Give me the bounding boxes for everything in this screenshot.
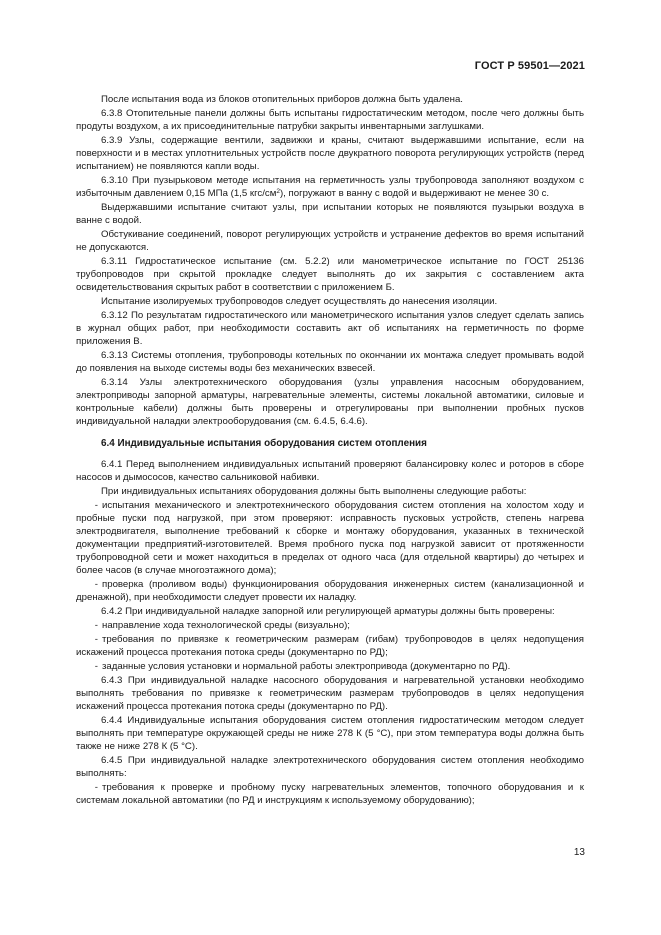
paragraph: 6.3.11 Гидростатическое испытание (см. 5.2.2) или манометрическое испытание по ГОСТ 25136 трубопроводов при скрытой прокладке следует выполнять до их закрытия с составлением акта освидетельствования скрытых работ в соответствии с приложением Б. — [76, 256, 584, 293]
paragraph: 6.4.4 Индивидуальные испытания оборудования систем отопления гидростатическим методом следует выполнять при температуре окружающей среды не ниже 278 К (5 °С), при этом температура воды должна быть также не ниже 278 К (5 °С). — [76, 715, 584, 752]
paragraph: 6.3.8 Отопительные панели должны быть испытаны гидростатическим методом, после чего должны быть продуты воздухом, а их присоединительные патрубки закрыты инвентарными заглушками. — [76, 108, 584, 132]
paragraph: 6.4.2 При индивидуальной наладке запорной или регулирующей арматуры должны быть проверены: — [101, 606, 555, 617]
paragraph: 6.4.3 При индивидуальной наладке насосного оборудования и нагревательной установки необходимо выполнять требования по привязке к геометрическим размерам трубопроводов в целях недопущения искажений процесса протекания потока среды (документарно по РД). — [76, 675, 584, 712]
paragraph-6-3-10: 6.3.10 При пузырьковом методе испытания на герметичность узлы трубопровода заполняют воздухом с избыточным давлением 0,15 МПа (1,5 кгс/$см^2$), погружают в ванну с водой и выдерживают не менее 30 с. — [76, 175, 584, 199]
list-item: - испытания механического и электротехнического оборудования систем отопления на холостом ходу и пробные пуски под нагрузкой, при этом проверяют: исправность пусковых устройств, степень нагрева электродвигателя, выполнение требований к сборке и монтажу оборудования, указанных в технической документации предприятий-изготовителей. Время пробного пуска под нагрузкой зависит от протяженности трубопроводной сети и может находиться в пределах от одного часа (для отдельной квартиры) до четырех и более часов (в случае многоэтажного дома); — [76, 500, 584, 576]
paragraphs-section — [76, 458, 584, 807]
superscript: 2 — [276, 188, 280, 195]
list-dash: - — [94, 661, 98, 672]
list-dash: - — [94, 500, 98, 511]
document-header: ГОСТ Р 59501—2021 — [474, 60, 585, 72]
paragraph: После испытания вода из блоков отопительных приборов должна быть удалена. — [101, 94, 463, 105]
paragraph: 6.3.13 Системы отопления, трубопроводы котельных по окончании их монтажа следует промывать водой до появления на выходе системы воды без механических взвесей. — [76, 350, 584, 374]
document-body — [76, 93, 584, 808]
page-number: 13 — [573, 847, 585, 858]
list-item: - требования по привязке к геометрическим размерам (гибам) трубопроводов в целях недопущения искажений процесса протекания потока среды (документарно по РД); — [76, 634, 584, 658]
list-dash: - — [94, 782, 98, 793]
list-dash: - — [94, 634, 98, 645]
paragraphs-top — [76, 93, 584, 173]
paragraph: 6.3.14 Узлы электротехнического оборудования (узлы управления насосным оборудованием, электроприводы запорной арматуры, нагревательные элементы, системы локальной автоматики, силовые и контрольные кабели) должны быть проверены и отрегулированы при выполнении пробных пусков индивидуальной наладки электрооборудования (см. 6.4.5, 6.4.6). — [76, 377, 584, 427]
list-item: - требования к проверке и пробному пуску нагревательных элементов, топочного оборудования и к системам локальной автоматики (по РД и инструкциям к используемому оборудованию); — [76, 782, 584, 806]
paragraph: 6.4.5 При индивидуальной наладке электротехнического оборудования систем отопления необходимо выполнять: — [76, 755, 584, 779]
paragraph: Обстукивание соединений, поворот регулирующих устройств и устранение дефектов во время испытаний не допускаются. — [76, 229, 584, 253]
paragraphs-mid — [76, 201, 584, 428]
paragraph: 6.4.1 Перед выполнением индивидуальных испытаний проверяют балансировку колес и роторов в сборе насосов и дымососов, качество сальниковой набивки. — [76, 459, 584, 483]
list-item: - проверка (проливом воды) функционирования оборудования инженерных систем (канализационной и дренажной), при необходимости следует провести их наладку. — [76, 579, 584, 603]
paragraph: 6.3.12 По результатам гидростатического или манометрического испытания узлов следует сделать запись в журнал общих работ, при необходимости составить акт об испытаниях на герметичность по форме приложения В. — [76, 310, 584, 347]
paragraph: 6.3.9 Узлы, содержащие вентили, задвижки и краны, считают выдержавшими испытание, если на поверхности и в местах уплотнительных устройств после двукратного поворота регулирующих устройств (перед испытанием) не появляются капли воды. — [76, 135, 584, 172]
list-item: - направление хода технологической среды (визуально); — [76, 619, 584, 632]
paragraph: Испытание изолируемых трубопроводов следует осуществлять до нанесения изоляции. — [101, 296, 498, 307]
list-dash: - — [94, 620, 98, 631]
paragraph: При индивидуальных испытаниях оборудования должны быть выполнены следующие работы: — [101, 486, 527, 497]
list-dash: - — [94, 579, 98, 590]
list-item: - заданные условия установки и нормальной работы электропривода (документарно по РД). — [76, 660, 584, 673]
section-heading: 6.4 Индивидуальные испытания оборудования систем отопления — [101, 438, 427, 449]
paragraph: Выдержавшими испытание считают узлы, при испытании которых не появляются пузырьки воздуха в ванне с водой. — [76, 202, 584, 226]
